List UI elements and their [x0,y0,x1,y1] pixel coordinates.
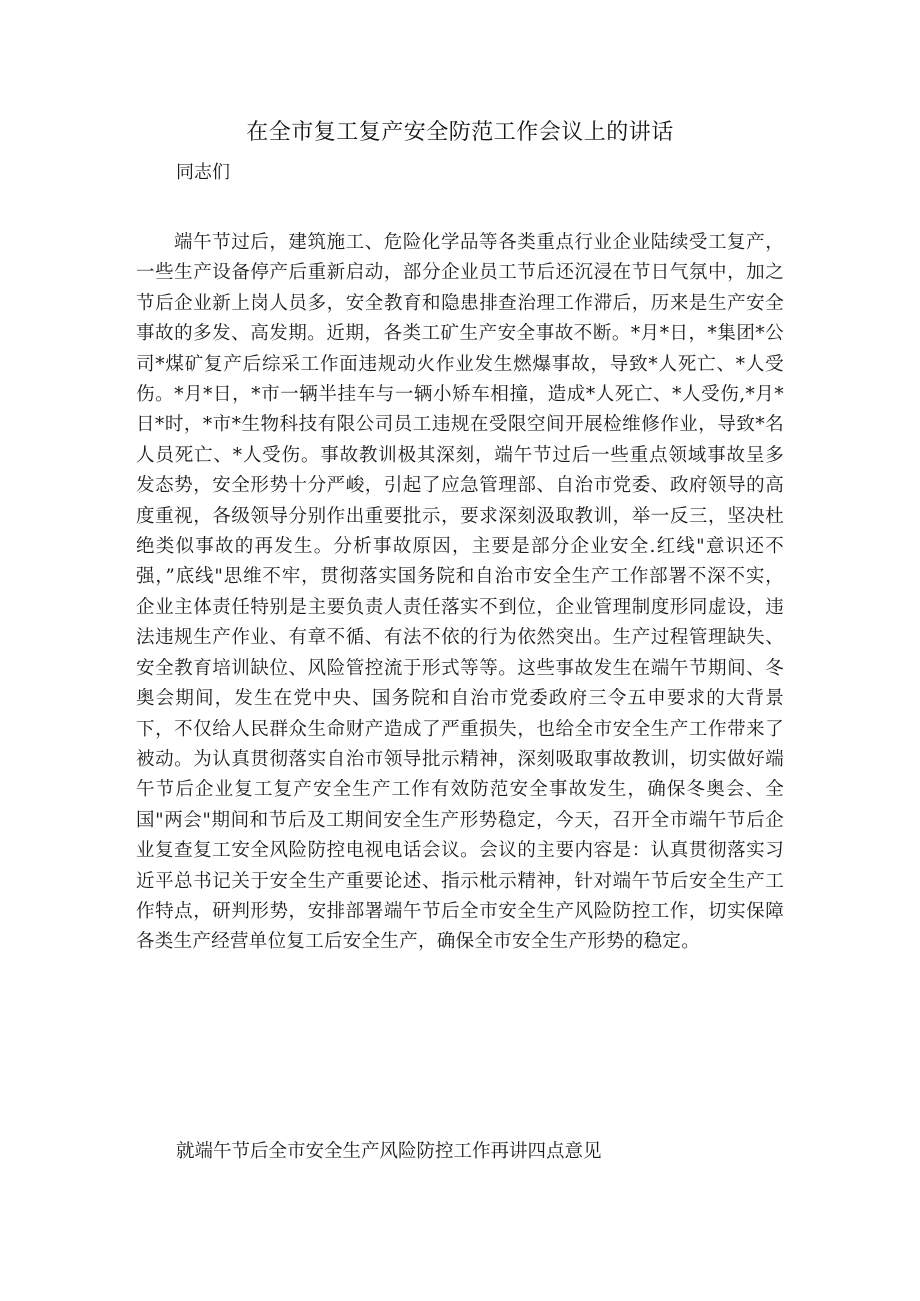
closing-line: 就端午节后全市安全生产风险防控工作再讲四点意见 [176,1141,602,1162]
document-title: 在全市复工复产安全防范工作会议上的讲话 [246,120,674,145]
salutation: 同志们 [176,162,230,183]
body-paragraph: 端午节过后，建筑施工、危险化学品等各类重点行业企业陆续受工复产，一些生产设备停产后重新启动，部分企业员工节后还沉浸在节日气氛中，加之节后企业新上岗人员多，安全教育和隐患排查治理工作滞后，历来是生产安全事故的多发、高发期。近期，各类工矿生产安全事故不断。*月*日，*集团*公司*煤矿复产后综采工作面违规动火作业发生燃爆事故，导致*人死亡、*人受伤。*月*日，*市一辆半挂车与一辆小矫车相撞，造成*人死亡、*人受伤,*月*日*时，*市*生物科技有限公司员工违规在受限空间开展检维修作业，导致*名人员死亡、*人受伤。事故教训极其深刻，端午节过后一些重点领域事故呈多发态势，安全形势十分严峻，引起了应急管理部、自治市党委、政府领导的高度重视，各级领导分别作出重要批示，要求深刻汲取教训，举一反三，坚决杜绝类似事故的再发生。分析事故原因，主要是部分企业安全.红线"意识还不强，”底线"思维不牢，贯彻落实国务院和自治市安全生产工作部署不深不实，企业主体责任特别是主要负责人责任落实不到位，企业管理制度形同虚设，违法违规生产作业、有章不循、有法不依的行为依然突出。生产过程管理缺失、安全教育培训缺位、风险管控流于形式等等。这些事故发生在端午节期间、冬奥会期间，发生在党中央、国务院和自治市党委政府三令五申要求的大背景下，不仅给人民群众生命财产造成了严重损失，也给全市安全生产工作带来了被动。为认真贯彻落实自治市领导批示精神，深刻吸取事故教训，切实做好端午节后企业复工复产安全生产工作有效防范安全事故发生，确保冬奥会、全国"两会"期间和节后及工期间安全生产形势稳定，今天，召开全市端午节后企业复查复工安全风险防控电视电话会议。会议的主要内容是：认真贯彻落实习近平总书记关于安全生产重要论述、指示枇示精神，针对端午节后安全生产工作特点，研判形势，安排部署端午节后全市安全生产风险防控工作，切实保障各类生产经营单位复工后安全生产，确保全市安全生产形势的稳定。 [136,232,784,953]
